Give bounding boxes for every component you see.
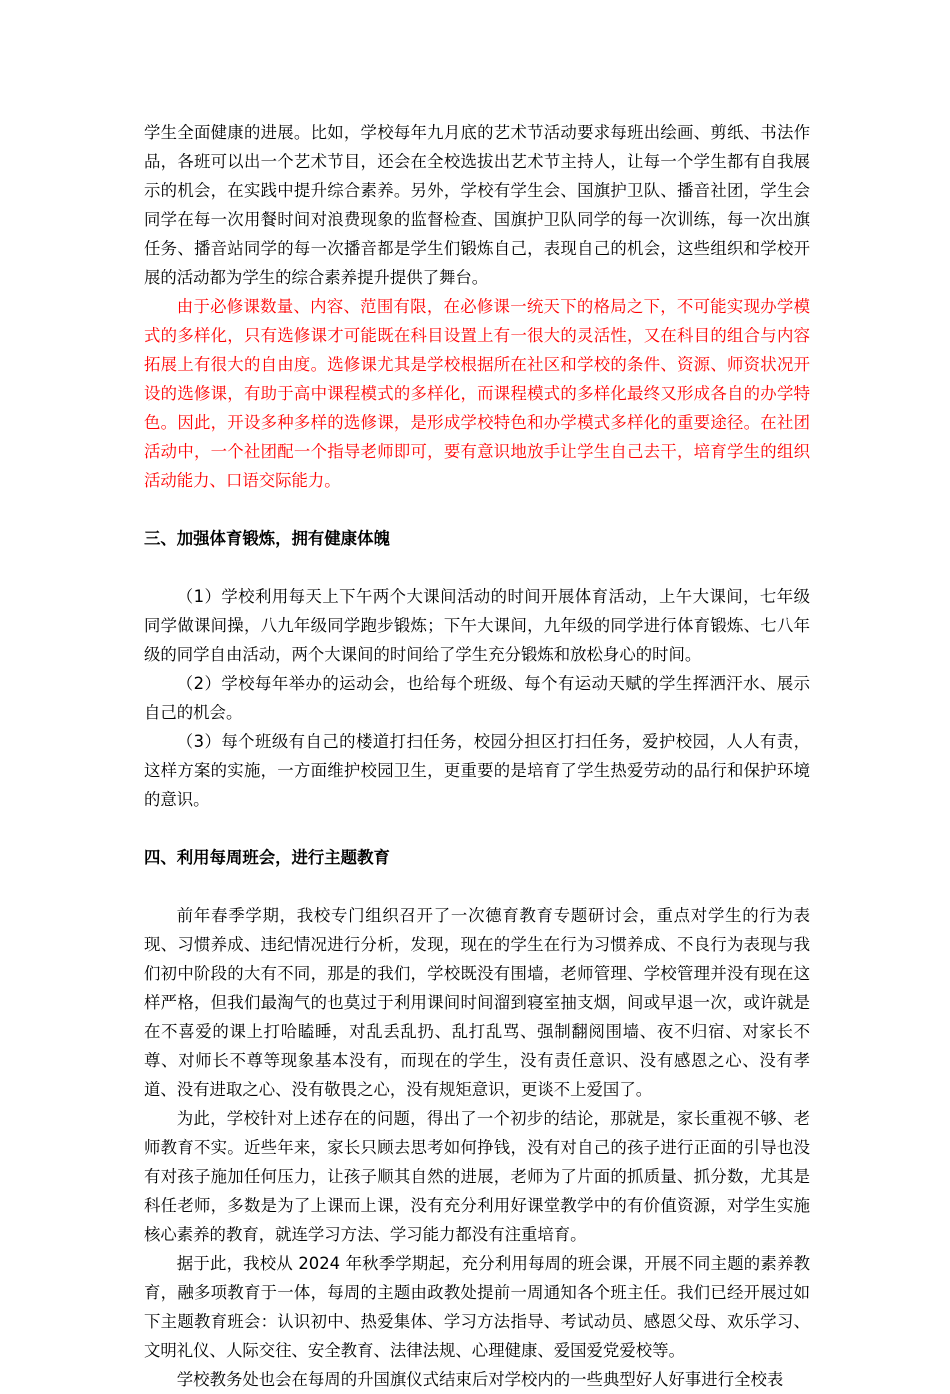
section-heading-3: 三、加强体育锻炼，拥有健康体魄 xyxy=(144,529,390,548)
paragraph-intro: 学生全面健康的进展。比如，学校每年九月底的艺术节活动要求每班出绘画、剪纸、书法作品，各班可以出一个艺术节目，还会在全校选拔出艺术节主持人，让每一个学生都有自我展示的机会，在实践中提升综合素养。另外，学校有学生会、国旗护卫队、播音社团，学生会同学在每一次用餐时间对浪费现象的监督检查、国旗护卫队同学的每一次训练，每一次出旗任务、播音站同学的每一次播音都是学生们锻炼自己，表现自己的机会，这些组织和学校开展的活动都为学生的综合素养提升提供了舞台。 xyxy=(144,123,810,287)
spacer xyxy=(144,553,810,582)
spacer xyxy=(144,495,810,524)
list-item-3: （3）每个班级有自己的楼道打扫任务，校园分担区打扫任务，爱护校园，人人有责，这样方案的实施，一方面维护校园卫生，更重要的是培育了学生热爱劳动的品行和保护环境的意识。 xyxy=(144,732,810,809)
paragraph-4-1: 前年春季学期，我校专门组织召开了一次德育教育专题研讨会，重点对学生的行为表现、习惯养成、违纪情况进行分析，发现，现在的学生在行为习惯养成、不良行为表现与我们初中阶段的大有不同，那是的我们，学校既没有围墙，老师管理、学校管理并没有现在这样严格，但我们最淘气的也莫过于利用课间时间溜到寝室抽支烟，间或早退一次，或许就是在不喜爱的课上打哈瞌睡，对乱丢乱扔、乱打乱骂、强制翻阅围墙、夜不归宿、对家长不尊、对师长不尊等现象基本没有，而现在的学生，没有责任意识、没有感恩之心、没有孝道、没有进取之心、没有敬畏之心，没有规矩意识，更谈不上爱国了。 xyxy=(144,906,810,1099)
paragraph-elective-courses: 由于必修课数量、内容、范围有限，在必修课一统天下的格局之下，不可能实现办学模式的多样化，只有选修课才可能既在科目设置上有一很大的灵活性，又在科目的组合与内容拓展上有很大的自由度。选修课尤其是学校根据所在社区和学校的条件、资源、师资状况开设的选修课，有助于高中课程模式的多样化，而课程模式的多样化最终又形成各自的办学特色。因此，开设多种多样的选修课，是形成学校特色和办学模式多样化的重要途径。在社团活动中，一个社团配一个指导老师即可，要有意识地放手让学生自己去干，培育学生的组织活动能力、口语交际能力。 xyxy=(144,297,810,490)
list-item-2: （2）学校每年举办的运动会，也给每个班级、每个有运动天赋的学生挥洒汗水、展示自己的机会。 xyxy=(144,674,810,722)
paragraph-4-2: 为此，学校针对上述存在的问题，得出了一个初步的结论，那就是，家长重视不够、老师教育不实。近些年来，家长只顾去思考如何挣钱，没有对自己的孩子进行正面的引导也没有对孩子施加任何压力，让孩子顺其自然的进展，老师为了片面的抓质量、抓分数，尤其是科任老师，多数是为了上课而上课，没有充分利用好课堂教学中的有价值资源，对学生实施核心素养的教育，就连学习方法、学习能力都没有注重培育。 xyxy=(144,1109,810,1244)
spacer xyxy=(144,814,810,843)
paragraph-4-4: 学校教务处也会在每周的升国旗仪式结束后对学校内的一些典型好人好事进行全校表 xyxy=(176,1370,784,1389)
section-heading-4: 四、利用每周班会，进行主题教育 xyxy=(144,848,390,867)
paragraph-4-3: 据于此，我校从 2024 年秋季学期起，充分利用每周的班会课，开展不同主题的素养教育，融多项教育于一体，每周的主题由政教处提前一周通知各个班主任。我们已经开展过如下主题教育班会：认识初中、热爱集体、学习方法指导、考试动员、感恩父母、欢乐学习、文明礼仪、人际交往、安全教育、法律法规、心理健康、爱国爱党爱校等。 xyxy=(144,1254,810,1360)
spacer xyxy=(144,872,810,901)
document-page xyxy=(144,118,810,1394)
list-item-1: （1）学校利用每天上下午两个大课间活动的时间开展体育活动，上午大课间，七年级同学做课间操，八九年级同学跑步锻炼；下午大课间，九年级的同学进行体育锻炼、七八年级的同学自由活动，两个大课间的时间给了学生充分锻炼和放松身心的时间。 xyxy=(144,587,810,664)
